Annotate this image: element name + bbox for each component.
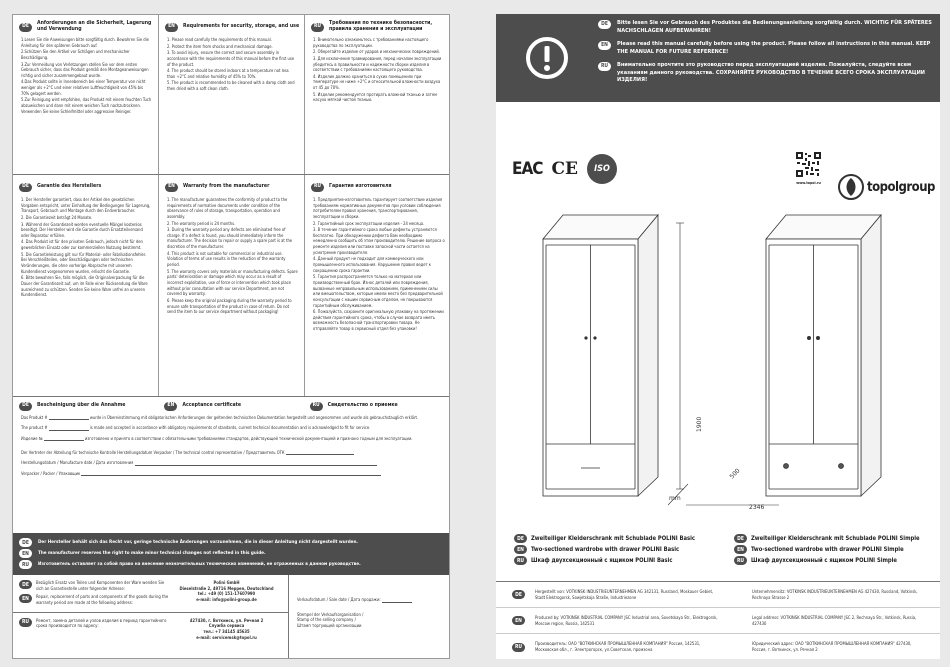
- paragraph: 4. Изделие должно храниться в сухих помещениях при температуре не ниже +2°С и относительной влажности воздуха от 45 до 70%.: [313, 73, 441, 91]
- paragraph: 5. The product is recommended to be cleaned with a damp cloth and then dried with a soft clean cloth.: [167, 80, 295, 92]
- acceptance-section: [13, 397, 449, 533]
- service-de-en: DE Bezüglich Ersatz von Teilen und Komponenten der Ware wenden Sie sich an Garantiestelle unter folgender Adresse: EN Repair, replacement of parts and components of the goods during the warranty period are made at the following address: Polini GmbH Dieselstraße 2, 49716 Meppen, Deutschland tel.: +49 (0) 151-17607990 e-mail: info@polini-group.de: [13, 575, 288, 606]
- manual-right-page: [496, 14, 940, 659]
- column-heading: [19, 179, 158, 195]
- paragraph: 2. Protect the item from shocks and mechanical damage.: [167, 43, 273, 49]
- lang-badge: EN: [165, 23, 178, 32]
- caption-simple-ru: Шкаф двухсекционный с ящиком POLINI Simple: [751, 557, 897, 564]
- column-heading: [165, 19, 304, 35]
- service-addresses: [13, 575, 289, 659]
- warning-en: EN Please read this manual carefully before using the product. Please follow all instructions in this manual. KEEP THE MANUAL FOR FUTURE REFERENCE!: [598, 41, 940, 56]
- control-rep-line: Der Vertreter der Abteilung für technische Kontrolle Herstellungsdatum Verpacker / The technical control representative / Представитель ОТК: [21, 450, 441, 455]
- ce-mark: CE: [551, 159, 579, 179]
- caption-simple-en: Two-sectioned wardrobe with drawer POLINI Simple: [751, 546, 904, 553]
- certification-marks: [512, 154, 617, 184]
- paragraph: 1. Внимательно ознакомьтесь с требованиями настоящего руководства по эксплуатации.: [313, 37, 429, 48]
- caption-basic-en: Two-sectioned wardrobe with drawer POLINI Basic: [531, 546, 680, 553]
- paragraph: 1. Please read carefully the requirements of this manual.: [167, 37, 272, 42]
- paragraph: 2. Die Garantiezeit beträgt 24 Monate.: [21, 214, 93, 220]
- safety-col-de: [13, 15, 159, 174]
- warning-ru: RU Внимательно прочтите это руководство перед эксплуатацией изделия. Пожалуйста, следуйте всем указаниям данного руководства. СОХРАНЯЙТЕ РУКОВОДСТВО В ТЕЧЕНИЕ ВСЕГО СРОКА ЭКСПЛУАТАЦИИ ИЗДЕЛИЯ!: [598, 62, 940, 85]
- warranty-section: [13, 175, 449, 397]
- eac-mark: EAC: [512, 159, 543, 179]
- paragraph: 3. Während der Garantiezeit werden eventuelle Mängel kostenlos beseitigt. Der Hersteller wird die Garantie durch Ersatzteilversand oder Reparatur erfüllen.: [21, 221, 143, 238]
- topol-leaf-icon: [838, 174, 864, 200]
- dimension-lines: [668, 223, 779, 505]
- rights-de: DE Der Hersteller behält sich das Recht vor, geringe technische Änderungen vorzunehmen, die in dieser Anleitung nicht dargestellt wurden.: [13, 537, 449, 548]
- column-title: Warranty from the manufacturer: [183, 183, 270, 190]
- lang-badge: EN: [165, 183, 178, 192]
- paragraph: 2. Гарантийный срок эксплуатации изделия - 24 месяца.: [313, 220, 425, 226]
- column-heading: [165, 179, 304, 195]
- warning-text: [598, 14, 940, 102]
- manufacturer-info: [496, 581, 940, 659]
- paragraph: 6. Bitte bewahren Sie, falls möglich, die Originalverpackung für die Dauer der Garantiezeit auf, um im Falle einer Rücksendung die Ware ausreichend zu schützen. Senden Sie keine Ware unfrei an unseren Kundendienst.: [21, 275, 148, 298]
- mfr-de: DE Hergestellt von: VOTKINSK INDUSTRIEUNTERNEHMEN AG 342131, Russland, Moskauer Gebiet, Stadt Elektrogorsk, Sowjetskaja Straße, Industriezone Unternehmensitz: VOTKINSK INDUSTRIEUNTERNEHMEN AG 427430, Russland, Votkinsk, Rechnaya Strasse 2: [496, 582, 940, 608]
- column-title: Anforderungen an die Sicherheit, Lagerung und Verwendung: [37, 20, 152, 32]
- address-de: Polini GmbH Dieselstraße 2, 49716 Meppen, Deutschland tel.: +49 (0) 151-17607990 e-mail: info@polini-group.de: [179, 580, 274, 603]
- column-heading: [311, 179, 450, 195]
- paragraph: 2. The warranty period is 24 months.: [167, 220, 236, 226]
- wardrobes-drawing: [496, 209, 940, 529]
- wardrobe-simple: [766, 215, 881, 496]
- wardrobe-basic: [543, 215, 658, 496]
- paragraph: 3. В течение гарантийного срока любые дефекты устраняются бесплатно. При обнаружении дефекта Вам необходимо немедленно сообщить об этом производителю. Решение вопроса о ремонте изделия или поставке запасной части остается на усмотрение производителя.: [313, 227, 445, 255]
- lang-badge: RU: [311, 23, 324, 32]
- lang-badge: DE: [19, 183, 32, 192]
- mfr-ru: RU Производитель: ОАО "ВОТКИНСКАЯ ПРОМЫШЛЕННАЯ КОМПАНИЯ" Россия, 142531, Московская обл., г. Электрогорск, ул.Советская, промзона Юридический адрес: ОАО "ВОТКИНСКАЯ ПРОМЫШЛЕННАЯ КОМПАНИЯ" 427430, Россия, г. Воткинск, ул. Речная 2: [496, 634, 940, 659]
- service-section: [13, 575, 449, 659]
- paragraph: 1. Предприятие-изготовитель гарантирует соответствие изделия требованиям нормативных документов при условии соблюдения потребителем правил хранения, транспортирования, эксплуатации и сборки.: [313, 197, 443, 219]
- caption-basic-de: Zweiteiliger Kleiderschrank mit Schublade POLINI Basic: [531, 535, 695, 542]
- caption-basic-ru: Шкаф двухсекционный с ящиком POLINI Basic: [531, 557, 673, 564]
- unit-label: mm: [669, 495, 681, 502]
- safety-col-en: [159, 15, 305, 174]
- warning-icon: [524, 35, 570, 81]
- brand-name: topolgroup: [867, 179, 935, 195]
- paragraph: 5.Zur Reinigung wird empfohlen, das Produkt mit einem feuchten Tuch abzuwischen und dann mit einem weichen Tuch nachzutrocknen. Verwenden Sie keine Schleifmittel oder aggressive Reiniger.: [21, 97, 152, 114]
- sale-stamp: [289, 575, 450, 659]
- paragraph: 6. Please keep the original packaging during the warranty period to ensure safe transportation of the product in case of return. Do not send the item to our service department without packaging!: [167, 297, 292, 315]
- paragraph: 3. Для исключения травмирования, перед началом эксплуатации убедитесь в правильности и надежности сборки изделия в соответствии с требованиями настоящего руководства.: [313, 55, 442, 73]
- column-title: Requirements for security, storage, and use: [183, 23, 300, 30]
- acceptance-text-de: Das Produkt # wurde in Übereinstimmung mit obligatorischen Anforderungen der geltenden technischen Dokumentation hergestellt und angenommen und wurde als gebrauchstauglich erklärt.: [21, 415, 419, 420]
- paragraph: 1.Lesen Sie die Anweisungen bitte sorgfältig durch. Bewahren Sie die Anleitung für den späteren Gebrauch auf.: [21, 37, 149, 48]
- mfr-en: EN Produced by: VOTKINSK INDUSTRIAL COMPANY JSC Industrial area, Sovetskaya Str., Elektrogorsk, Moscow region, Russia, 142531 Legal address: VOTKINSK INDUSTRIAL COMPANY JSC 2, Rechnaya Str., Votkinsk, Russia, 427430: [496, 608, 940, 634]
- acceptance-text-ru: Изделие № изготовлено и принято в соответствии с обязательными требованиями стандартов, действующей технической документацией и признано годным для эксплуатации.: [21, 435, 413, 441]
- iso-mark: ISO: [587, 154, 617, 184]
- lang-badge: DE: [19, 23, 32, 32]
- caption-basic: DE Zweiteiliger Kleiderschrank mit Schublade POLINI Basic EN Two-sectioned wardrobe with drawer POLINI Basic RU Шкаф двухсекционный с ящиком POLINI Basic: [514, 533, 695, 566]
- paragraph: 4. Das Produkt ist für den privaten Gebrauch, jedoch nicht für den gewerblichen Einsatz oder zur kommerziellen Nutzung bestimmt.: [21, 239, 143, 251]
- paragraph: 2.Schützen Sie den Artikel vor Schlägen und mechanischer Beschädigung.: [21, 49, 130, 60]
- paragraph: 4. This product is not suitable for commercial or industrial use. Violation of terms of use results in the reduction of the warranty period.: [167, 250, 286, 268]
- warning-de: DE Bitte lesen Sie vor Gebrauch des Produktes die Bedienungsanleitung sorgfältig durch. WICHTIG FÜR SPÄTERES NACHSCHLAGEN AUFBEWAHREN!: [598, 20, 940, 35]
- manufacture-date-line: Herstellungsdatum / Manufacture date / Дата изготовления: [21, 460, 441, 465]
- paragraph: 4.Das Produkt sollte in Innenbereich bei einer Temperatur von nicht weniger als +2°C und einer relativen Luftfeuchtigkeit von 45% bis 70% gelagert werden.: [21, 79, 146, 96]
- lang-badge: RU: [310, 402, 323, 411]
- acceptance-title-de: Bescheinigung über die Annahme: [37, 402, 126, 409]
- brand-logo: [838, 174, 935, 200]
- lang-badge: DE: [19, 402, 32, 411]
- service-ru: RU Ремонт, замена деталей и узлов изделия в период гарантийного срока производится по адресу: 427430, г. Воткинск, ул. Речная 2 Служба сервиса тел.: +7 34145 45635 e-mail: servicemsk@topol.ru: [13, 612, 288, 641]
- width-label: 2346: [749, 504, 765, 511]
- manual-left-page: [12, 14, 450, 659]
- rights-en: EN The manufacturer reserves the right to make minor technical changes not reflected in this guide.: [13, 548, 449, 559]
- paragraph: 1. The manufacturer guarantees the conformity of product to the requirements of normative documents under condition of the observance of rules of storage, transportation, operation and assembly.: [167, 197, 288, 219]
- warranty-col-de: [13, 175, 159, 396]
- rights-ru: RU Изготовитель оставляет за собой право на внесение незначительных технических изменений, не отраженных в данном руководстве.: [13, 559, 449, 570]
- safety-section: [13, 15, 449, 175]
- paragraph: 5. Изделие рекомендуется протирать влажной тканью и затем насухо мягкой чистой тканью.: [313, 91, 437, 103]
- paragraph: 4. The product should be stored indoors at a temperature not less than +2°C and relative humidity of 45% to 70%.: [167, 68, 289, 79]
- acceptance-body: [13, 415, 449, 476]
- paragraph: 3.Zur Vermeidung von Verletzungen stellen Sie vor dem ersten Gebrauch sicher, dass das Produkt gemäß den Montageanweisungen richtig und sicher zusammengebaut wurde.: [21, 61, 149, 78]
- stamp-de: Stempel der Verkaufsorganisation /: [297, 611, 364, 617]
- depth-label: 500: [728, 467, 742, 481]
- height-label: 1900: [696, 416, 703, 432]
- packer-line: Verpacker / Packer / Упаковщик: [21, 471, 441, 476]
- paragraph: 5. Die Garantieleistung gilt nur für Material- oder Fabrikationsfehler. Bei Verschleißteilen, oder Beschädigungen oder technischen Veränderungen, die ohne vorherige Absprache mit unserem Kundendienst vorgenommen wurden, erlischt die Garantie.: [21, 251, 147, 274]
- paragraph: 3. To avoid injury, ensure the correct and secure assembly in accordance with the requirements of this manual before the first use of the product.: [167, 50, 295, 67]
- warranty-col-ru: [305, 175, 450, 396]
- sale-date-line: Verkaufsdatum / Sale date / Дата продажи:: [297, 597, 445, 603]
- warranty-col-en: [159, 175, 305, 396]
- caption-simple-de: Zweiteiliger Kleiderschrank mit Schublade POLINI Simple: [751, 535, 920, 542]
- column-title: Требования по технике безопасности, правила хранения и эксплуатации: [329, 20, 433, 32]
- caption-simple: DE Zweiteiliger Kleiderschrank mit Schublade POLINI Simple EN Two-sectioned wardrobe with drawer POLINI Simple RU Шкаф двухсекционный с ящиком POLINI Simple: [734, 533, 920, 566]
- column-title: Garantie des Herstellers: [37, 183, 102, 190]
- stamp-en: Stamp of the selling company /: [297, 617, 356, 623]
- safety-col-ru: [305, 15, 450, 174]
- paragraph: 4. Данный продукт не подходит для коммерческого или промышленного использования. Нарушение правил ведет к сокращению срока гарантии.: [313, 256, 432, 273]
- paragraph: 5. The warranty covers only materials or manufacturing defects. Spare parts' deterioration or damage which may occur as a result of incorrect exploitation, use of force or intervention which took place without prior consultation with our service Department, are not covered by warranty.: [167, 268, 298, 297]
- paragraph: 6. Пожалуйста, сохраните оригинальную упаковку на протяжении действия гарантийного срока, чтобы в случае возврата иметь возможность безопасной транспортировки товара. Не отправляйте товар в сервисный отдел без упаковки!: [313, 309, 444, 332]
- rights-notice: [13, 533, 449, 575]
- lang-badge: EN: [164, 402, 177, 411]
- paragraph: 3. During the warranty period any defects are eliminated free of charge. If a defect is found, you should immediately inform the manufacturer. The decision to repair or supply a spare part is at the discretion of the manufacturer.: [167, 227, 293, 250]
- stamp-ru: Штамп торгующей организации: [297, 623, 362, 629]
- paragraph: 1. Der Hersteller garantiert, dass der Artikel den gesetzlichen Vorgaben entspricht, unter Einhaltung der Bedingungen für Lagerung, Transport, Gebrauch und Montage durch den Endverbraucher.: [21, 197, 151, 214]
- warning-icon-box: [496, 14, 598, 102]
- acceptance-title-ru: Свидетельство о приемке: [327, 402, 398, 409]
- lang-badge: RU: [311, 183, 324, 192]
- website-url: www.topol.ru: [796, 181, 821, 185]
- column-heading: [19, 19, 158, 35]
- acceptance-titles: [13, 397, 449, 415]
- paragraph: 2. Оберегайте изделие от ударов и механических повреждений.: [313, 49, 440, 55]
- column-title: Гарантия изготовителя: [329, 183, 392, 190]
- acceptance-text-en: The product # is made and accepted in accordance with obligatory requirements of standards, current technical documentation and is acknowledged to fit for service.: [21, 425, 371, 431]
- column-heading: [311, 19, 450, 35]
- acceptance-title-en: Acceptance certificate: [182, 402, 242, 409]
- paragraph: 5. Гарантия распространяется только на материал или производственный брак. Износ деталей или повреждения, вызванные неправильным использованием, применением силы или вмешательством, которые имели место без предварительной консультации с нашим сервисным отделом, не покрываются гарантийным обслуживанием.: [313, 274, 443, 308]
- qr-code-icon: [796, 152, 821, 177]
- address-ru: 427430, г. Воткинск, ул. Речная 2 Служба сервиса тел.: +7 34145 45635 e-mail: servicemsk@topol.ru: [189, 617, 264, 640]
- qr-code: [796, 152, 821, 185]
